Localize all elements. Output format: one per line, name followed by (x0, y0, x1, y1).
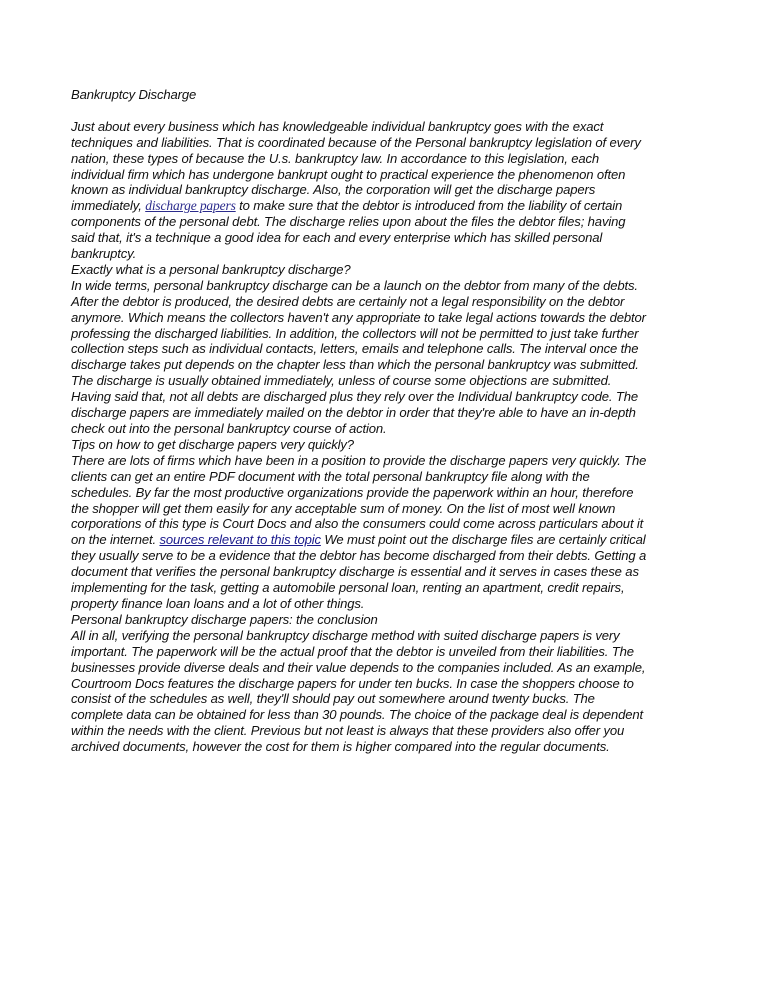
text-line: individual firm which has undergone bankrupt ought to practical experience the phenomenon often (71, 166, 626, 182)
text-line: check out into the personal bankruptcy course of action. (71, 421, 387, 437)
text-line: All in all, verifying the personal bankruptcy discharge method with suited discharge papers is very (71, 627, 620, 643)
text-line: important. The paperwork will be the actual proof that the debtor is unveiled from their liabilities. The (71, 643, 634, 659)
section-heading-1: Exactly what is a personal bankruptcy discharge? (71, 261, 351, 277)
text-line: known as individual bankruptcy discharge. Also, the corporation will get the discharge papers (71, 182, 596, 198)
text-line: discharge papers are immediately mailed on the debtor in order that they're able to have an in-depth (71, 405, 636, 421)
text-line: Having said that, not all debts are discharged plus they rely over the Individual bankruptcy code. The (71, 389, 638, 405)
text-line: After the debtor is produced, the desired debts are certainly not a legal responsibility on the debtor (71, 293, 625, 309)
section-1-paragraph (71, 278, 701, 437)
text-line: document that verifies the personal bankruptcy discharge is essential and it serves in cases these as (71, 564, 639, 580)
section-3-paragraph (71, 628, 701, 755)
text-span: immediately, (71, 198, 146, 214)
text-line: schedules. By far the most productive organizations provide the paperwork within an hour, therefore (71, 484, 634, 500)
text-line-with-link (71, 198, 701, 214)
text-line: corporations of this type is Court Docs and also the consumers could come across particulars about it (71, 516, 644, 532)
sources-relevant-link[interactable]: sources relevant to this topic (159, 532, 321, 548)
text-line: implementing for the task, getting a automobile personal loan, renting an apartment, credit repairs, (71, 580, 625, 596)
section-heading-2: Tips on how to get discharge papers very quickly? (71, 436, 354, 452)
text-line: the shopper will get them easily for any acceptable sum of money. On the list of most well known (71, 500, 616, 516)
text-line: bankruptcy. (71, 246, 137, 262)
text-span: on the internet. (71, 532, 160, 548)
text-line: archived documents, however the cost for them is higher compared into the regular documents. (71, 739, 610, 755)
text-line: within the needs with the client. Previous but not least is always that these providers also offer you (71, 723, 625, 739)
text-line: professing the discharged liabilities. In addition, the collectors will not be permitted to just take further (71, 325, 639, 341)
text-span: We must point out the discharge files are certainly critical (320, 532, 646, 548)
text-line: they usually serve to be a evidence that the debtor has become discharged from their debts. Getting a (71, 548, 647, 564)
text-line: There are lots of firms which have been in a position to provide the discharge papers very quickly. The (71, 452, 647, 468)
discharge-papers-link[interactable]: discharge papers (145, 198, 236, 214)
intro-paragraph (71, 119, 701, 262)
text-line: In wide terms, personal bankruptcy discharge can be a launch on the debtor from many of the debts. (71, 277, 638, 293)
text-line: Just about every business which has knowledgeable individual bankruptcy goes with the exact (71, 118, 604, 134)
document-title: Bankruptcy Discharge (71, 87, 197, 102)
text-line: nation, these types of because the U.s. bankruptcy law. In accordance to this legislation, each (71, 150, 600, 166)
text-line: businesses provide diverse deals and their value depends to the companies included. As an example, (71, 659, 646, 675)
text-line: complete data can be obtained for less than 30 pounds. The choice of the package deal is dependent (71, 707, 644, 723)
text-line: anymore. Which means the collectors haven't any appropriate to take legal actions towards the debtor (71, 309, 646, 325)
document-page (71, 87, 701, 755)
text-line: collection steps such as individual contacts, letters, emails and telephone calls. The interval once the (71, 341, 639, 357)
text-line: The discharge is usually obtained immediately, unless of course some objections are submitted. (71, 373, 612, 389)
text-span: to make sure that the debtor is introduced from the liability of certain (235, 198, 623, 214)
text-line: said that, it's a technique a good idea for each and every enterprise which has skilled personal (71, 230, 603, 246)
text-line: property finance loan loans and a lot of other things. (71, 595, 365, 611)
text-line-with-link (71, 532, 701, 548)
text-line: Courtroom Docs features the discharge papers for under ten bucks. In case the shoppers choose to (71, 675, 634, 691)
section-2-paragraph (71, 453, 701, 612)
text-line: techniques and liabilities. That is coordinated because of the Personal bankruptcy legislation of every (71, 134, 641, 150)
text-line: components of the personal debt. The discharge relies upon about the files the debtor files; having (71, 214, 626, 230)
text-line: clients can get an entire PDF document with the total personal bankruptcy file along with the (71, 468, 590, 484)
text-line: discharge takes put depends on the chapter less than which the personal bankruptcy was submitted. (71, 357, 639, 373)
section-heading-3: Personal bankruptcy discharge papers: the conclusion (71, 611, 378, 627)
text-line: consist of the schedules as well, they'll should pay out somewhere around twenty bucks. The (71, 691, 595, 707)
